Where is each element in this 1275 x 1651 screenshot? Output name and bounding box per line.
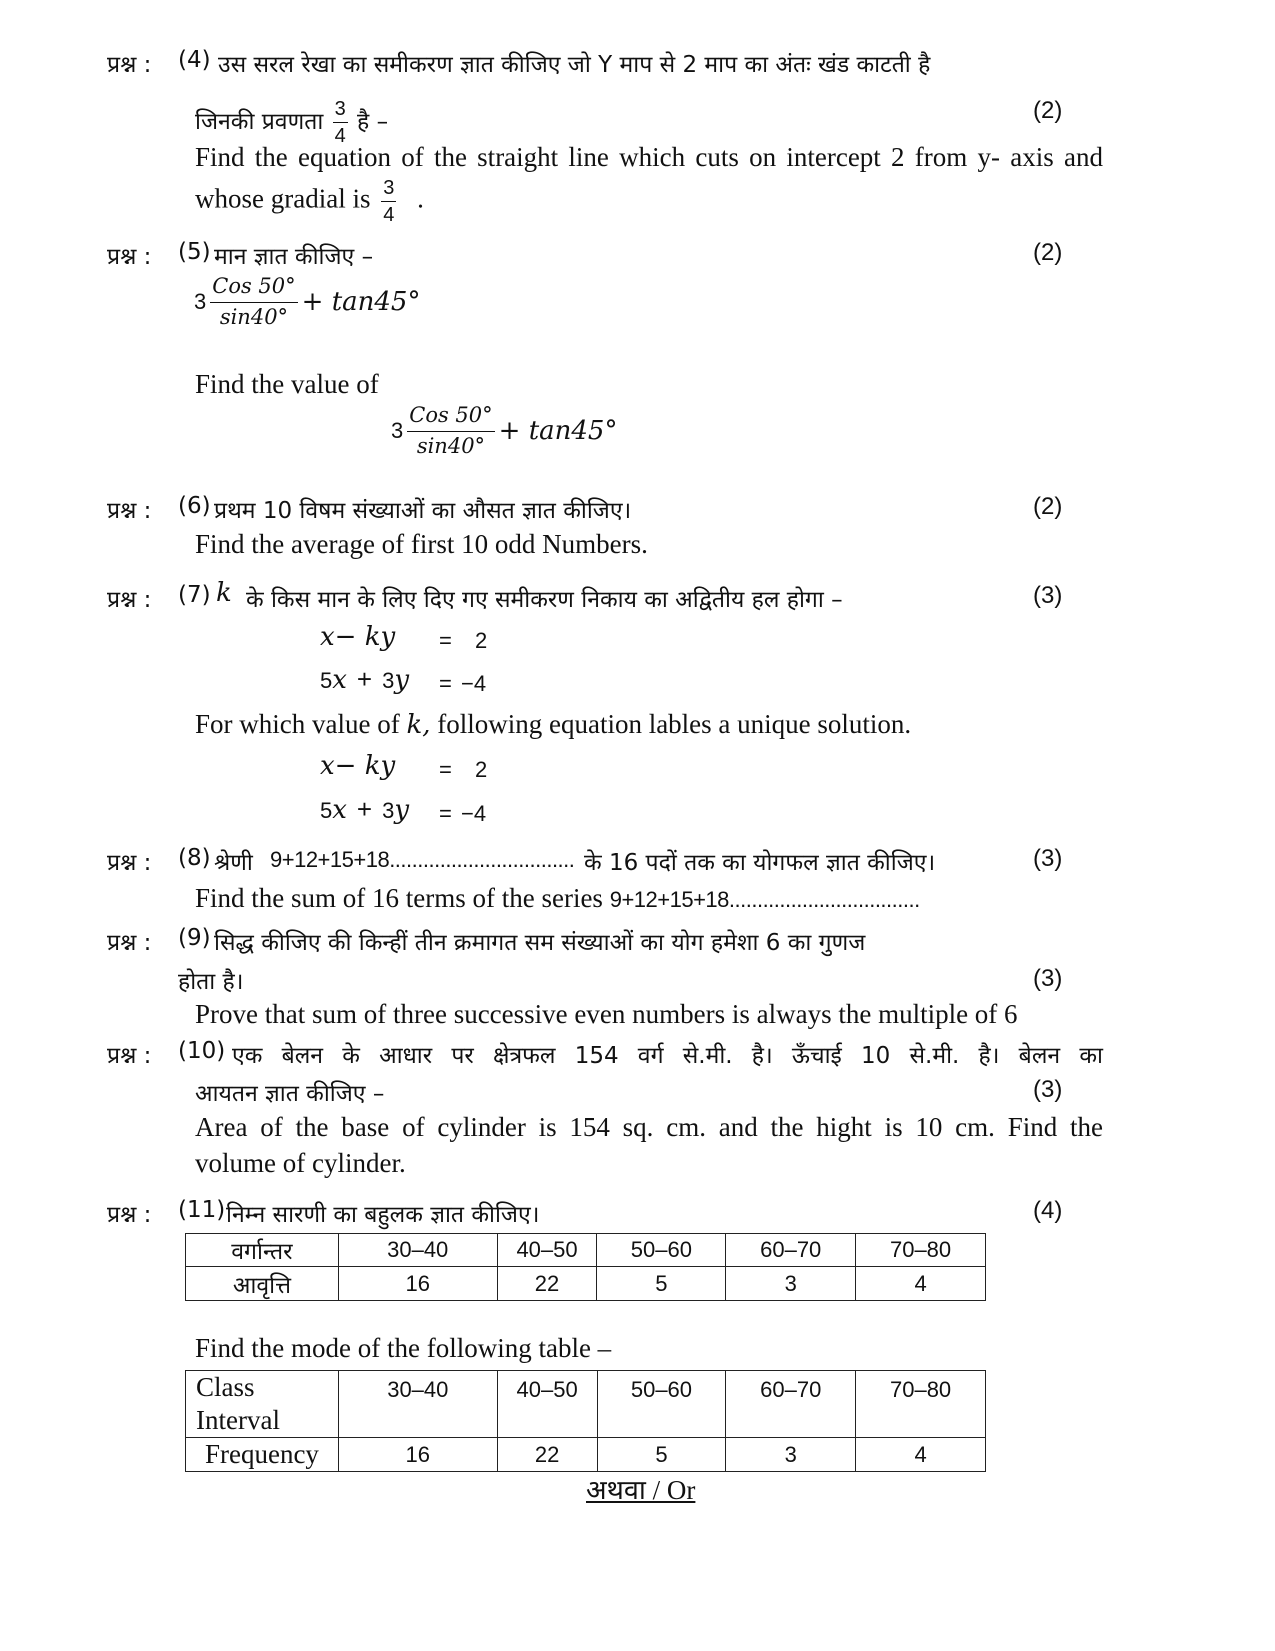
q4-label: प्रश्न : <box>107 52 152 78</box>
q11-en-row1-head <box>186 1371 339 1438</box>
q11-table-english <box>185 1370 986 1472</box>
q7-en-eq2-x: x <box>332 795 347 825</box>
q5-frac-den: sin40° <box>219 305 289 329</box>
q8-hindi-post: के 16 पदों तक का योगफल ज्ञात कीजिए। <box>584 850 936 876</box>
q8-english-text: Find the sum of 16 terms of the series <box>195 883 603 913</box>
q11-hi-class-3: 50–60 <box>597 1234 726 1267</box>
q11-en-row1-head-a: Class <box>196 1372 255 1402</box>
q9-number: (9) <box>178 925 211 951</box>
q7-eq2-y: y <box>394 665 410 695</box>
q7-en-eq2-rhs: −4 <box>461 801 487 826</box>
q7-en-eq1-rhs: 2 <box>475 757 488 782</box>
q4-hindi-line2 <box>195 99 388 146</box>
or-separator: अथवा / Or <box>586 1475 696 1505</box>
q8-marks: (3) <box>1033 845 1063 872</box>
q7-number: (7) <box>178 582 211 608</box>
q7-label: प्रश्न : <box>107 587 152 613</box>
q7-en-eq2-coef-x: 5 <box>320 798 333 823</box>
q7-eq2-coef-y: 3 <box>382 668 395 693</box>
q11-hi-class-4: 60–70 <box>726 1234 856 1267</box>
q4-hindi-fraction <box>333 99 348 146</box>
q11-table-hindi <box>185 1233 986 1301</box>
q9-label: प्रश्न : <box>107 930 152 956</box>
q7-eq2-coef-x: 5 <box>320 668 333 693</box>
q4-hindi-line2-text: जिनकी प्रवणता <box>195 109 324 135</box>
q5-en-plus-term: + tan45° <box>498 416 618 446</box>
q5-fraction <box>210 276 297 328</box>
q8-label: प्रश्न : <box>107 850 152 876</box>
q11-hi-class-5: 70–80 <box>856 1234 986 1267</box>
q11-hi-freq-4: 3 <box>726 1267 856 1301</box>
q10-hindi-line2: आयतन ज्ञात कीजिए – <box>195 1081 385 1107</box>
q5-english: Find the value of <box>195 369 379 399</box>
q11-label: प्रश्न : <box>107 1202 152 1228</box>
q4-english-fraction <box>381 178 396 225</box>
q7-eq2-equals: = <box>439 671 452 696</box>
q4-number: (4) <box>178 47 211 73</box>
q7-k-symbol: k <box>216 578 232 608</box>
q11-hi-class-1: 30–40 <box>338 1234 497 1267</box>
q5-en-coef: 3 <box>391 418 404 443</box>
q4-hindi-frac-num: 3 <box>333 99 348 123</box>
q11-en-class-4: 60–70 <box>726 1371 856 1438</box>
q8-english <box>195 883 920 914</box>
q4-english-line2 <box>195 178 424 225</box>
q11-number: (11) <box>178 1197 226 1223</box>
q6-hindi: प्रथम 10 विषम संख्याओं का औसत ज्ञात कीजिए। <box>214 498 632 524</box>
q11-en-row2-head: Frequency <box>186 1438 339 1472</box>
table-row <box>186 1371 986 1438</box>
q7-marks: (3) <box>1033 582 1063 609</box>
table-row <box>186 1267 986 1301</box>
q11-hindi: निम्न सारणी का बहुलक ज्ञात कीजिए। <box>226 1202 540 1228</box>
q11-hi-row1-head: वर्गान्तर <box>186 1234 339 1267</box>
q9-hindi-line2: होता है। <box>178 969 244 995</box>
q7-english <box>195 709 911 740</box>
q8-english-series: 9+12+15+18.................................. <box>609 887 920 912</box>
q4-english-line2-text: whose gradial is <box>195 183 371 214</box>
q7-en-eq2-y: y <box>394 795 410 825</box>
table-row <box>186 1234 986 1267</box>
q7-en-eq1-equals: = <box>439 757 452 782</box>
q6-number: (6) <box>178 493 211 519</box>
q7-eq1-rhs: 2 <box>475 628 488 653</box>
q4-english-frac-num: 3 <box>381 178 396 202</box>
q5-plus-term: + tan45° <box>301 287 421 317</box>
q8-hindi-pre: श्रेणी <box>214 850 253 876</box>
q11-english: Find the mode of the following table – <box>195 1333 612 1363</box>
q4-english-line1: Find the equation of the straight line which cuts on intercept 2 from y- axis and <box>195 142 1103 172</box>
q11-hi-freq-1: 16 <box>338 1267 497 1301</box>
q4-hindi-frac-den: 4 <box>334 125 346 147</box>
q7-en-eq2-equals: = <box>439 801 452 826</box>
q7-en-eq2-coef-y: 3 <box>382 798 395 823</box>
q11-hi-freq-3: 5 <box>597 1267 726 1301</box>
q11-marks: (4) <box>1033 1197 1063 1224</box>
q5-coef: 3 <box>194 289 207 314</box>
q11-en-freq-4: 3 <box>726 1438 856 1472</box>
q7-eq2-x: x <box>332 665 347 695</box>
q11-hi-row2-head: आवृत्ति <box>186 1267 339 1301</box>
table-row <box>186 1438 986 1472</box>
q11-en-class-3: 50–60 <box>597 1371 726 1438</box>
q5-en-frac-num: Cos 50° <box>407 405 494 432</box>
q7-en-eq2-lhs <box>320 794 409 825</box>
q5-en-fraction <box>407 405 494 457</box>
q5-expression-english <box>391 405 617 457</box>
q10-number: (10) <box>178 1038 226 1064</box>
q7-eq1-equals: = <box>439 628 452 653</box>
q7-english-k: k, <box>406 710 431 740</box>
q8-number: (8) <box>178 845 211 871</box>
q7-hindi: के किस मान के लिए दिए गए समीकरण निकाय का अद्वितीय हल होगा – <box>246 587 843 613</box>
q11-en-class-5: 70–80 <box>856 1371 986 1438</box>
q9-marks: (3) <box>1033 965 1063 992</box>
q11-en-class-2: 40–50 <box>497 1371 597 1438</box>
q5-label: प्रश्न : <box>107 244 152 270</box>
q9-hindi-line1: सिद्ध कीजिए की किन्हीं तीन क्रमागत सम संख्याओं का योग हमेशा 6 का गुणज <box>214 930 866 956</box>
q7-eq2-rhs: −4 <box>461 671 487 696</box>
q11-en-freq-5: 4 <box>856 1438 986 1472</box>
q5-number: (5) <box>178 239 211 265</box>
q9-english: Prove that sum of three successive even numbers is always the multiple of 6 <box>195 999 1018 1029</box>
q11-en-class-1: 30–40 <box>338 1371 497 1438</box>
q7-eq1-lhs: x− ky <box>320 622 396 652</box>
q11-hi-freq-5: 4 <box>856 1267 986 1301</box>
q11-en-row1-head-b: Interval <box>196 1405 280 1435</box>
q8-series: 9+12+15+18................................. <box>270 847 575 872</box>
q5-en-frac-den: sin40° <box>416 434 486 458</box>
q6-marks: (2) <box>1033 493 1063 520</box>
q11-en-freq-1: 16 <box>338 1438 497 1472</box>
q7-en-eq1-lhs: x− ky <box>320 751 396 781</box>
q10-english-line1: Area of the base of cylinder is 154 sq. cm. and the hight is 10 cm. Find the <box>195 1112 1103 1142</box>
q11-hi-class-2: 40–50 <box>497 1234 597 1267</box>
q5-expression-hindi <box>194 276 420 328</box>
q4-english-line2-tail: . <box>417 183 424 214</box>
q4-hindi-line2-tail: है – <box>357 109 389 135</box>
q4-english-frac-den: 4 <box>383 204 395 226</box>
q7-english-pre: For which value of <box>195 709 400 739</box>
q4-marks: (2) <box>1033 97 1063 124</box>
q5-frac-num: Cos 50° <box>210 276 297 303</box>
q7-eq2-lhs <box>320 664 409 695</box>
q7-en-eq2-plus: + <box>356 794 373 824</box>
q6-english: Find the average of first 10 odd Numbers. <box>195 529 648 559</box>
q11-en-freq-3: 5 <box>597 1438 726 1472</box>
q11-en-freq-2: 22 <box>497 1438 597 1472</box>
q5-hindi: मान ज्ञात कीजिए – <box>214 244 374 270</box>
q4-hindi-line1: उस सरल रेखा का समीकरण ज्ञात कीजिए जो Y माप से 2 माप का अंतः खंड काटती है <box>218 52 931 78</box>
q11-hi-freq-2: 22 <box>497 1267 597 1301</box>
q5-marks: (2) <box>1033 239 1063 266</box>
q10-english-line2: volume of cylinder. <box>195 1148 406 1178</box>
q10-hindi-line1: एक बेलन के आधार पर क्षेत्रफल 154 वर्ग से.मी. है। ऊँचाई 10 से.मी. है। बेलन का <box>232 1043 1103 1069</box>
q6-label: प्रश्न : <box>107 498 152 524</box>
q7-eq2-plus: + <box>356 664 373 694</box>
q7-english-post: following equation lables a unique solution. <box>437 709 912 739</box>
q10-label: प्रश्न : <box>107 1043 152 1069</box>
q10-marks: (3) <box>1033 1076 1063 1103</box>
